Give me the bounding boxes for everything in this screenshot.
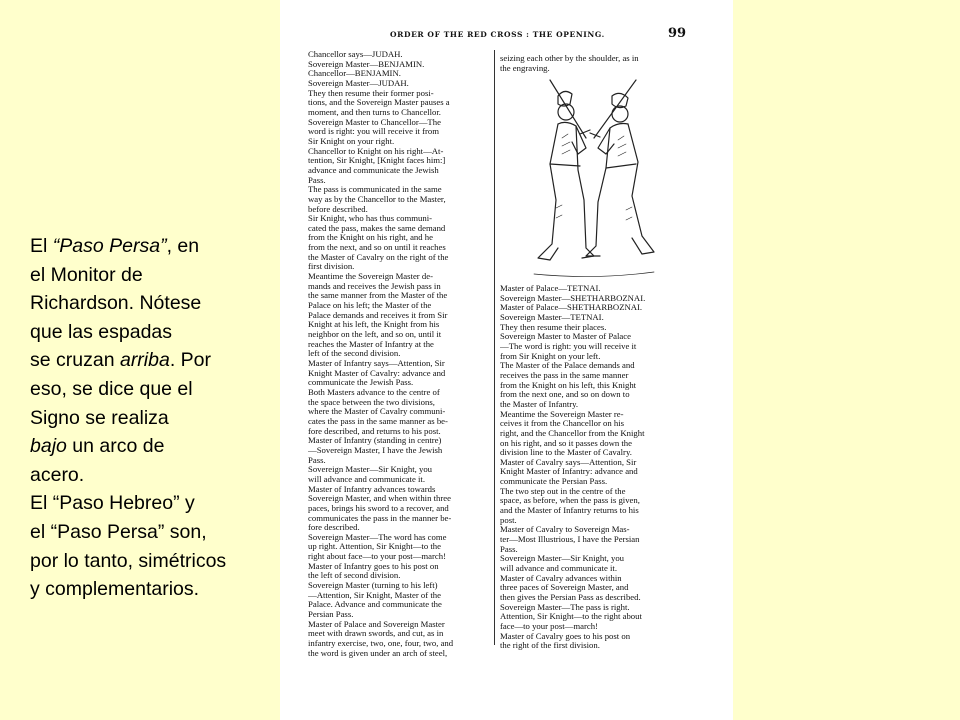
text-line: before described. xyxy=(308,204,368,214)
text-line: cated the pass, makes the same demand xyxy=(308,223,446,233)
text-line: Persian Pass. xyxy=(308,610,354,620)
page-running-header: ORDER OF THE RED CROSS : THE OPENING. xyxy=(390,30,605,39)
text-line: the Master of Infantry. xyxy=(500,399,579,409)
text-line: and the Master of Infantry returns to his xyxy=(500,506,639,516)
text-line: the engraving. xyxy=(500,63,550,73)
text-line: seizing each other by the shoulder, as in xyxy=(500,54,639,63)
text-line: on his right, and so it passes down the xyxy=(500,438,632,448)
caption-emphasis: bajo xyxy=(30,435,67,458)
caption-line: el “Paso Persa” son, xyxy=(30,520,207,543)
text-line: Sovereign Master—Sir Knight, you xyxy=(500,554,625,564)
text-line: —Sovereign Master, I have the Jewish xyxy=(308,445,443,455)
text-line: way as by the Chancellor to the Master, xyxy=(308,194,446,204)
caption-line: Richardson. Nótese xyxy=(30,292,202,315)
text-line: Sovereign Master—TETNAI. xyxy=(500,312,604,322)
text-line: Master of Cavalry says—Attention, Sir xyxy=(500,457,637,467)
text-line: The Master of the Palace demands and xyxy=(500,361,635,371)
text-line: from the next, and so on until it reaches xyxy=(308,243,446,253)
text-line: Pass. xyxy=(308,455,326,465)
text-line: fore described, and returns to his post. xyxy=(308,426,441,436)
text-line: Sovereign Master—The pass is right. xyxy=(500,602,630,612)
page-number: 99 xyxy=(668,26,687,41)
text-line: the space between the two divisions, xyxy=(308,397,435,407)
text-line: up right. Attention, Sir Knight—to the xyxy=(308,542,441,552)
scanned-book-page xyxy=(280,0,733,720)
text-line: reaches the Master of Infantry at the xyxy=(308,339,434,349)
text-line: Master of Infantry (standing in centre) xyxy=(308,436,442,446)
caption-line: y complementarios. xyxy=(30,578,200,601)
text-line: the Master of Cavalry on the right of the xyxy=(308,252,449,262)
right-text-column-bottom xyxy=(500,284,688,651)
text-line: Knight Master of Cavalry: advance and xyxy=(308,368,446,378)
text-line: tions, and the Sovereign Master pauses a xyxy=(308,98,450,108)
text-line: the right of the first division. xyxy=(500,641,600,651)
caption-line: El “Paso Hebreo” y xyxy=(30,492,195,515)
text-line: Knight Master of Infantry: advance and xyxy=(500,467,638,477)
caption-emphasis: arriba xyxy=(119,349,170,372)
text-line: Sir Knight on your right. xyxy=(308,136,395,146)
text-line: will advance and communicate it. xyxy=(500,564,617,574)
caption-fragment: , en xyxy=(166,235,200,257)
text-line: first division. xyxy=(308,262,355,272)
text-line: communicates the pass in the manner be- xyxy=(308,513,452,523)
text-line: mands and receives the Jewish pass in xyxy=(308,281,441,291)
text-line: Master of Infantry advances towards xyxy=(308,484,436,494)
column-divider xyxy=(494,50,495,645)
text-line: communicate the Jewish Pass. xyxy=(308,378,414,388)
caption-line xyxy=(30,232,275,261)
caption-line: por lo tanto, simétricos xyxy=(30,549,227,572)
text-line: right about face—to your post—march! xyxy=(308,552,446,562)
text-line: left of the second division. xyxy=(308,349,401,359)
text-line: the left of second division. xyxy=(308,571,401,581)
text-line: Sovereign Master to Chancellor—The xyxy=(308,117,441,127)
caption-line xyxy=(30,432,275,461)
text-line: from the next one, and so on down to xyxy=(500,390,630,400)
text-line: moment, and then turns to Chancellor. xyxy=(308,107,441,117)
text-line: Master of Cavalry goes to his post on xyxy=(500,631,631,641)
text-line: Sovereign Master—Sir Knight, you xyxy=(308,465,433,475)
text-line: Palace. Advance and communicate the xyxy=(308,600,442,610)
text-line: Pass. xyxy=(308,175,326,185)
text-line: Sovereign Master (turning to his left) xyxy=(308,581,438,591)
text-line: tention, Sir Knight, [Knight faces him:] xyxy=(308,156,446,166)
text-line: Sovereign Master—JUDAH. xyxy=(308,78,409,88)
text-line: space, as before, when the pass is given, xyxy=(500,496,640,506)
text-line: advance and communicate the Jewish xyxy=(308,165,439,175)
text-line: Sovereign Master—BENJAMIN. xyxy=(308,59,425,69)
text-line: the same manner from the Master of the xyxy=(308,291,448,301)
left-text-column xyxy=(308,50,498,658)
text-line: Master of Palace—SHETHARBOZNAI. xyxy=(500,303,643,313)
text-line: then gives the Persian Pass as described. xyxy=(500,593,641,602)
caption-fragment: . Por xyxy=(169,349,212,372)
text-line: Master of Infantry says—Attention, Sir xyxy=(308,359,445,368)
text-line: Sir Knight, who has thus communi- xyxy=(308,214,433,224)
text-line: Sovereign Master, and when within three xyxy=(308,494,451,504)
text-line: meet with drawn swords, and cut, as in xyxy=(308,629,444,639)
text-line: —The word is right: you will receive it xyxy=(500,341,637,351)
caption-fragment: un arco de xyxy=(66,435,165,458)
text-line: Palace on his left; the Master of the xyxy=(308,301,432,311)
text-line: Meantime the Sovereign Master re- xyxy=(500,409,624,419)
text-line: The two step out in the centre of the xyxy=(500,486,626,496)
text-line: communicate the Persian Pass. xyxy=(500,477,608,487)
text-line: Both Masters advance to the centre of xyxy=(308,387,440,397)
text-line: neighbor on the left, and so on, until it xyxy=(308,330,442,340)
text-line: Sovereign Master to Master of Palace xyxy=(500,332,631,342)
text-line: Sovereign Master—SHETHARBOZNAI. xyxy=(500,293,646,303)
text-line: Master of Palace and Sovereign Master xyxy=(308,619,445,629)
text-line: from the Knight on his right, and he xyxy=(308,233,433,243)
text-line: infantry exercise, two, one, four, two, and xyxy=(308,639,454,649)
text-line: Chancellor—BENJAMIN. xyxy=(308,69,401,79)
text-line: Master of Infantry goes to his post on xyxy=(308,561,439,571)
text-line: Meantime the Sovereign Master de- xyxy=(308,272,433,282)
caption-line: eso, se dice que el xyxy=(30,377,193,400)
text-line: three paces of Sovereign Master, and xyxy=(500,583,629,593)
text-line: Attention, Sir Knight—to the right about xyxy=(500,612,642,622)
text-line: Pass. xyxy=(500,544,518,554)
text-line: They then resume their places. xyxy=(500,322,607,332)
caption-emphasis: “Paso Persa” xyxy=(52,235,167,257)
text-line: post. xyxy=(500,515,517,525)
text-line: word is right: you will receive it from xyxy=(308,127,440,137)
text-line: will advance and communicate it. xyxy=(308,474,425,484)
text-line: face—to your post—march! xyxy=(500,621,598,631)
text-line: The pass is communicated in the same xyxy=(308,185,442,195)
text-line: from the Knight on his left, this Knight xyxy=(500,380,637,390)
text-line: Master of Cavalry advances within xyxy=(500,573,622,583)
caption-fragment: se cruzan xyxy=(30,349,120,372)
text-line: fore described. xyxy=(308,523,360,533)
text-line: Knight at his left, the Knight from his xyxy=(308,320,440,330)
caption-line xyxy=(30,346,275,375)
caption-line: el Monitor de xyxy=(30,263,143,286)
text-line: where the Master of Cavalry communi- xyxy=(308,407,446,417)
text-line: They then resume their former posi- xyxy=(308,88,434,98)
text-line: Master of Palace—TETNAI. xyxy=(500,284,601,293)
right-text-column-top xyxy=(500,54,688,73)
text-line: Chancellor says—JUDAH. xyxy=(308,50,403,59)
caption-line: acero. xyxy=(30,463,85,486)
text-line: Master of Cavalry to Sovereign Mas- xyxy=(500,525,630,535)
text-line: Palace demands and receives it from Sir xyxy=(308,310,448,320)
caption-text xyxy=(30,232,275,604)
text-line: Sovereign Master—The word has come xyxy=(308,532,447,542)
text-line: receives the pass in the same manner xyxy=(500,370,629,380)
caption-fragment: El xyxy=(30,235,53,257)
text-line: right, and the Chancellor from the Knight xyxy=(500,428,645,438)
text-line: Chancellor to Knight on his right—At- xyxy=(308,146,444,156)
two-knights-crossed-swords-engraving xyxy=(528,78,658,282)
text-line: division line to the Master of Cavalry. xyxy=(500,448,632,458)
text-line: the word is given under an arch of steel, xyxy=(308,648,448,658)
caption-line: que las espadas xyxy=(30,320,173,343)
text-line: —Attention, Sir Knight, Master of the xyxy=(308,590,441,600)
caption-line: Signo se realiza xyxy=(30,406,169,429)
text-line: paces, brings his sword to a recover, and xyxy=(308,503,449,513)
text-line: cates the pass in the same manner as be- xyxy=(308,416,448,426)
text-line: from Sir Knight on your left. xyxy=(500,351,601,361)
text-line: ter—Most Illustrious, I have the Persian xyxy=(500,535,640,545)
text-line: ceives it from the Chancellor on his xyxy=(500,419,625,429)
